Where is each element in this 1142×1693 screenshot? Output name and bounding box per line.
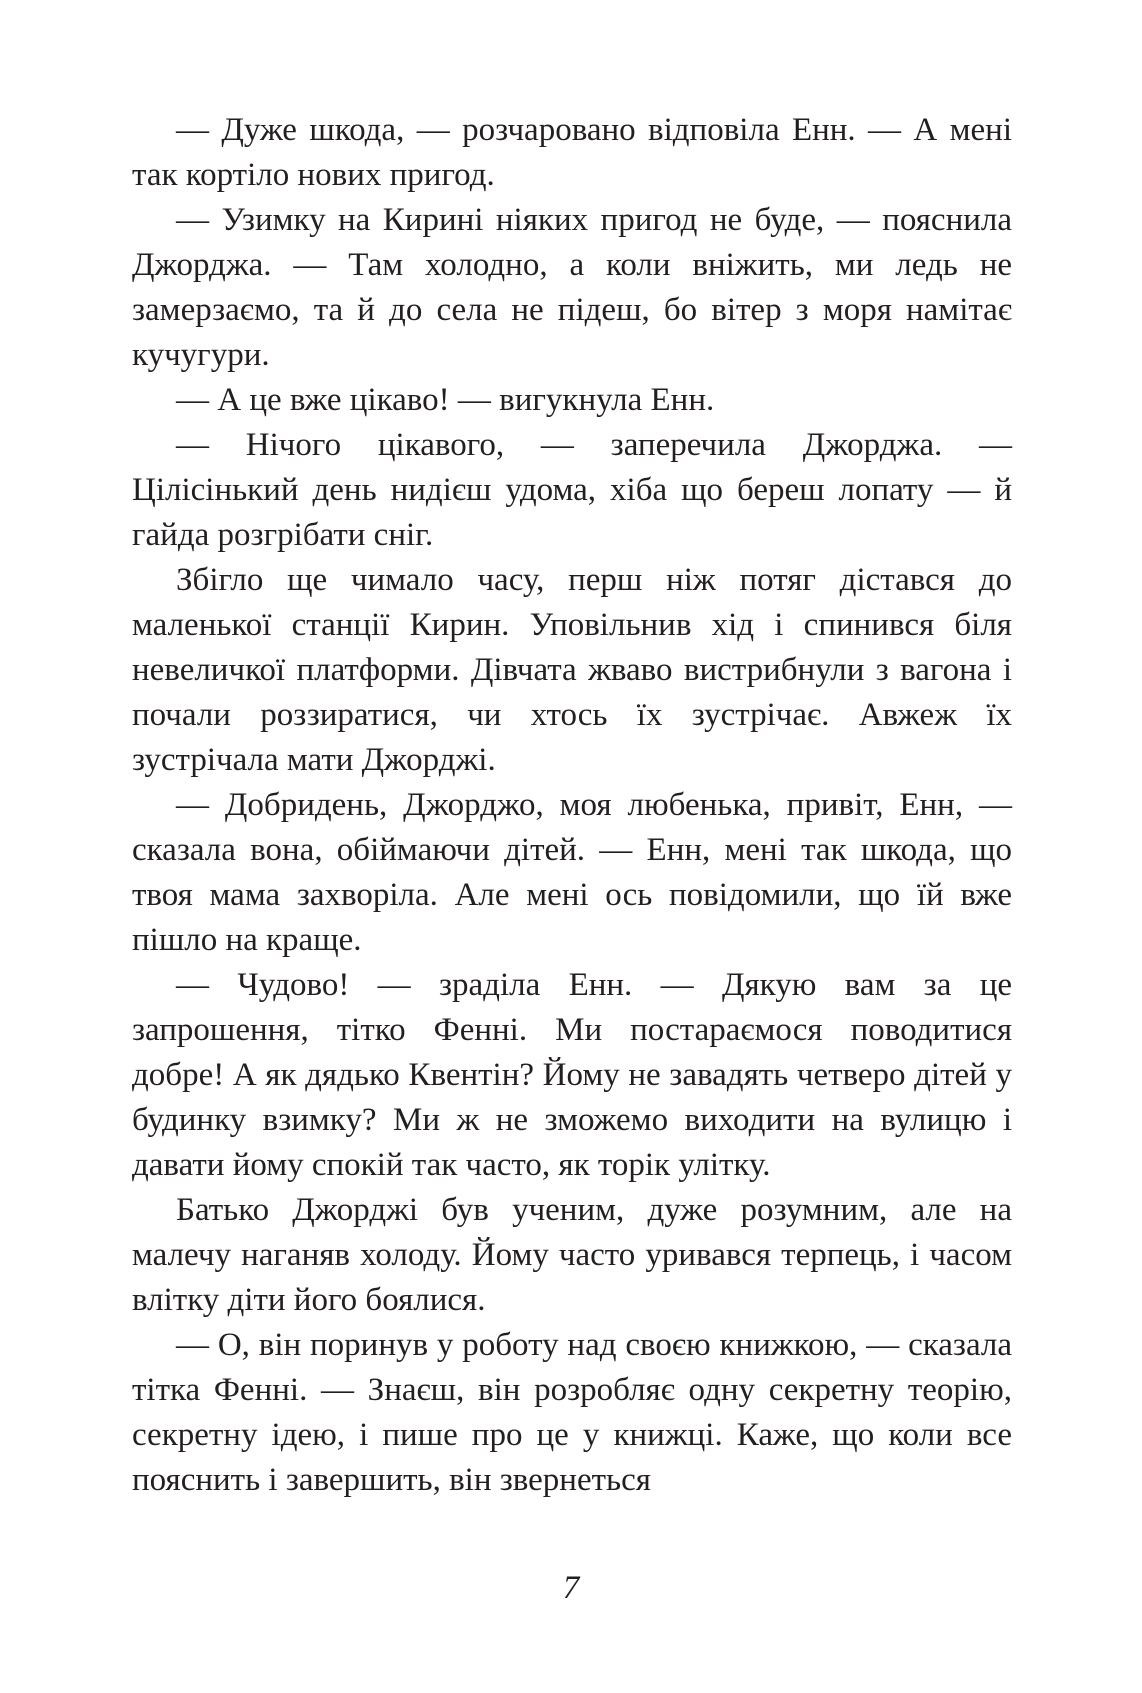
paragraph: — Узимку на Кирині ніяких пригод не буде, — пояснила Джорджа. — Там холодно, а коли вніжить, ми ледь не замерзаємо, та й до села не підеш, бо вітер з моря намітає кучугури. [132,202,1012,373]
paragraph: Збігло ще чимало часу, перш ніж потяг дістався до маленької станції Кирин. Уповільнив хід і спинився біля невеличкої платформи. Дівчата жваво вистрибнули з вагона і почали роззиратися, чи хтось їх зустрічає. Авжеж їх зустрічала мати Джорджі. [132,562,1012,778]
body-text [132,108,1012,1503]
paragraph: — О, він поринув у роботу над своєю книжкою, — сказала тітка Фенні. — Знаєш, він розробляє одну секретну теорію, секретну ідею, і пише про це у книжці. Каже, що коли все пояснить і завершить, він звернеться [132,1327,1012,1498]
paragraph: Батько Джорджі був ученим, дуже розумним, але на малечу наганяв холоду. Йому часто уривався терпець, і часом влітку діти його боялися. [132,1192,1012,1318]
paragraph: — Чудово! — зраділа Енн. — Дякую вам за це запрошення, тітко Фенні. Ми постараємося поводитися добре! А як дядько Квентін? Йому не завадять четверо дітей у будинку взимку? Ми ж не зможемо виходити на вулицю і давати йому спокій так часто, як торік улітку. [132,967,1012,1183]
page-number: 7 [562,1570,580,1606]
paragraph: — Добридень, Джорджо, моя любенька, привіт, Енн, — сказала вона, обіймаючи дітей. — Енн, мені так шкода, що твоя мама захворіла. Але мені ось повідомили, що їй вже пішло на краще. [132,787,1012,958]
paragraph: — Нічого цікавого, — заперечила Джорджа. — Цілісінький день нидієш удома, хіба що береш лопату — й гайда розгрібати сніг. [132,427,1012,553]
paragraph: — А це вже цікаво! — вигукнула Енн. [176,382,715,418]
paragraph: — Дуже шкода, — розчаровано відповіла Енн. — А мені так кортіло нових пригод. [132,112,1012,193]
